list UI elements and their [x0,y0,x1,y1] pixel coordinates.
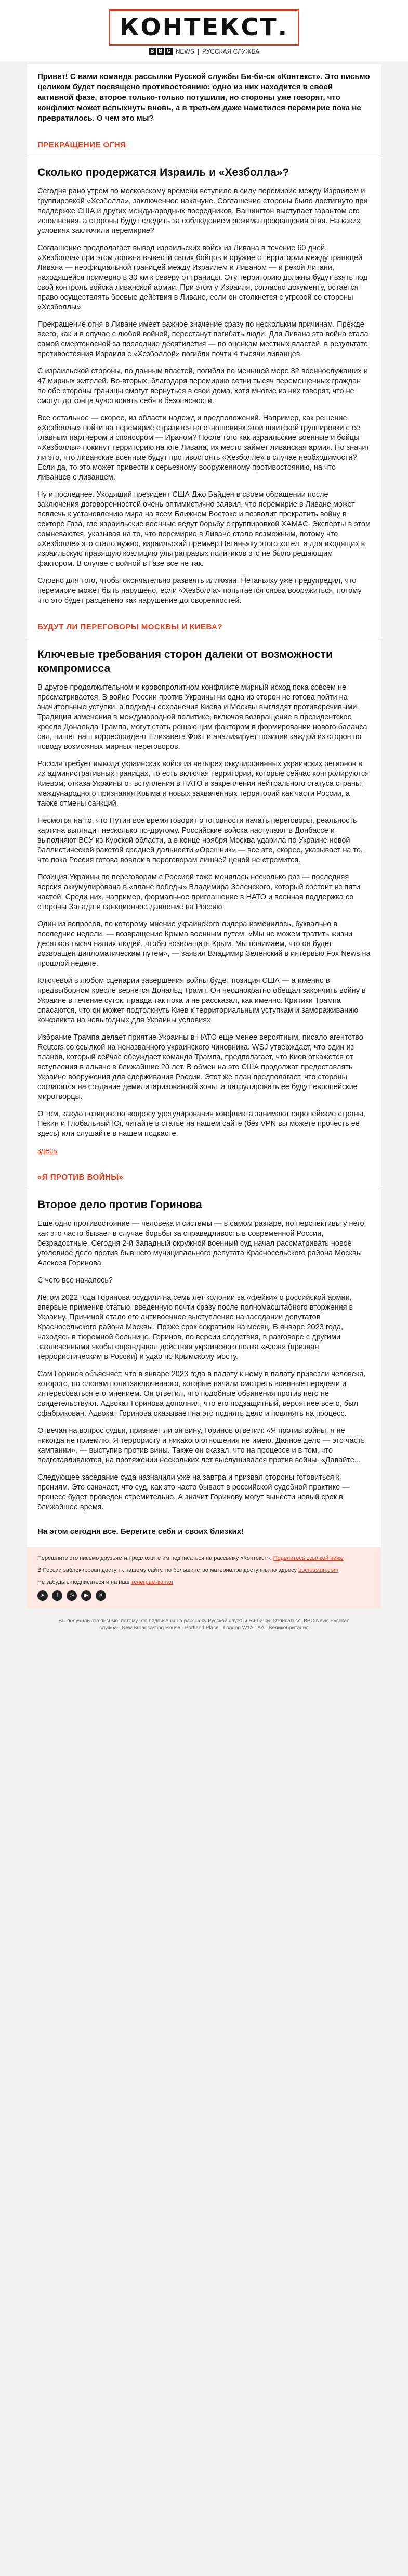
footer-line [37,1578,371,1586]
paragraph: Ключевой в любом сценарии завершения войны будет позиция США — а именно в предвыборном кресле вернется Дональд Трамп. Он неоднократно обещал закончить войну в Украине в течение суток, правда так пока и не рассказал, как именно. Критики Трампа опасаются, что он может подтолкнуть Киев к территориальным уступкам и замораживанию конфликта на невыгодных для Украины условиях. [27,976,381,1033]
news-label: NEWS [175,48,194,55]
section-title: Сколько продержатся Израиль и «Хезболла»? [27,156,381,187]
paragraph: Следующее заседание суда назначили уже на завтра и призвал стороны готовиться к прениям. Это означает, что суд, как это часто бывает в российской судебной практике — процесс будет проведен стремительно. А значит Горинову могут вынести новый срок в ближайшее время. [27,1473,381,1520]
section-title: Второе дело против Горинова [27,1188,381,1219]
header [0,0,408,61]
logo: КОНТЕКСТ. [119,13,289,41]
paragraph: Соглашение предполагает вывод израильских войск из Ливана в течение 60 дней. «Хезболла» при этом должна вывести своих бойцов и оружие с территории между границей Ливана — неофициальной границей между Израилем и Ливаном — и рекой Литани, находящейся примерно в 30 км к северу от границы. Эту территорию должны будут взять под свой контроль войска ливанской армии. При этом у Израиля, согласно документу, остается право осуществлять боевые действия в Ливане, если он столкнется с угрозой со стороны «Хезболлы». [27,243,381,320]
bbc-letter: B [157,48,164,55]
telegram-icon[interactable]: ➤ [37,1590,48,1601]
paragraph: Все остальное — скорее, из области надежд и предположений. Например, как решение «Хезболлы» пойти на перемирие отразится на отношениях этой шиитской группировки с ее главным партнером и спонсором — Ираном? После того как израильские военные и бойцы «Хезболлы» покинут территорию на юге Ливана, их место займет ливанская армия. Но значит ли это, что ливанские военные будут противостоять «Хезболле» в случае необходимости? Если да, то это может привести к серьезному вооруженному противостоянию, на что ливанцев с ливанцем. [27,413,381,490]
footer-line [37,1567,371,1574]
paragraph: Ну и последнее. Уходящий президент США Джо Байден в своем обращении после заключения договоренностей очень оптимистично заявил, что перемирие в Ливане может повлечь к установлению мира на всем Ближнем Востоке и позволит прекратить войну в секторе Газа, где израильские военные ведут борьбу с группировкой ХАМАС. Эксперты в этом сомневаются, указывая на то, что перемирие в Ливане стало возможным, потому что «Хезболле» это стало нужно, израильский премьер Нетаньяху этого хотел, а для входящих в израильскую правящую коалицию ультраправых политиков это не было решающим фактором. В случае с войной в Газе все не так. [27,490,381,576]
bbc-letter: B [149,48,156,55]
section-kicker[interactable]: ПРЕКРАЩЕНИЕ ОГНЯ [27,131,381,156]
share-link[interactable]: Поделитесь ссылкой ниже [273,1555,344,1561]
paragraph: Отвечая на вопрос судьи, признает ли он вину, Горинов ответил: «Я против войны, я не никогда не приемлю. Я террористу и никакого отношения не имею. Данное дело — это часть кампании», — выступив против вины. Также он сказал, что на процессе и в том, что подготавливаются, на протяжении нескольких лет выслушивался против войны. «Давайте... [27,1426,381,1473]
here-link[interactable]: здесь [37,1147,57,1155]
link-row [27,1146,381,1163]
footer-text: Перешлите это письмо друзьям и предложите им подписаться на рассылку «Контекст». [37,1555,272,1561]
paragraph: С израильской стороны, по данным властей, погибли по меньшей мере 82 военнослужащих и 47 мирных жителей. Во-вторых, благодаря перемирию сотни тысяч перемещенных граждан по обе стороны границы смогут вернуться в свои дома, хотя многие из них говорят, что не смогут до конца чувствовать себя в безопасности. [27,367,381,413]
paragraph: С чего все началось? [27,1276,381,1293]
paragraph: Прекращение огня в Ливане имеет важное значение сразу по нескольким причинам. Прежде всего, как и в случае с любой войной, перестанут погибать люди. Для Ливана эта война стала самой смертоносной за последние десятилетия — по оценкам местных властей, в результате противостояния Израиля с «Хезболлой» погибли почти 4 тысячи ливанцев. [27,320,381,367]
bbc-logo [149,48,173,55]
paragraph: Один из вопросов, по которому мнение украинского лидера изменилось, буквально в последние недели, — возвращение Крыма военным путем. «Мы не можем тратить жизни десятков тысяч наших людей, чтобы возвращать Крым. Мы понимаем, что он будет возвращен дипломатическим путем», — заявил Владимир Зеленский в интервью Fox News на прошлой неделе. [27,920,381,976]
paragraph: Словно для того, чтобы окончательно развеять иллюзии, Нетаньяху уже предупредил, что перемирие может быть нарушено, если «Хезболла» попытается снова вооружиться, потому что это будет расценено как нарушение договоренностей. [27,576,381,613]
telegram-link[interactable]: телеграм-канал [131,1579,173,1585]
social-icons [37,1590,371,1601]
youtube-icon[interactable]: ▶ [81,1590,91,1601]
facebook-icon[interactable]: f [52,1590,62,1601]
paragraph: О том, какую позицию по вопросу урегулирования конфликта занимают европейские страны, Пекин и Глобальный Юг, читайте в статье на нашем сайте (без VPN вы можете прочесть ее здесь) или слушайте в нашем подкасте. [27,1109,381,1146]
bbc-letter: C [165,48,173,55]
paragraph: В другое продолжительном и кровопролитном конфликте мирный исход пока совсем не просматривается. В войне России против Украины ни одна из сторон не готова пойти на значительные уступки, а подходы сохранения Киева и Москвы выглядят противоречивыми. Традиция изменения в международной политике, включая возвращение в президентское кресло Дональда Трампа, могут стать решающим фактором в формировании нового баланса сил, пишет наш корреспондент Елизавета Фохт и анализирует позиции каждой из сторон по поводу возможных мирных переговоров. [27,683,381,759]
footer-text: В России заблокирован доступ к нашему сайту, но большинство материалов доступны по адресу [37,1567,297,1573]
paragraph: Россия требует вывода украинских войск из четырех оккупированных украинских регионов в их административных границах, то есть включая территории, которые сейчас контролируются Киевом; отказа Украины от вступления в НАТО и закрепления нейтрального статуса страны; международного признания Крыма и новых захваченных территорий как части России, а также отмены санкций. [27,759,381,816]
service-label: РУССКАЯ СЛУЖБА [202,48,260,55]
closing-text: На этом сегодня все. Берегите себя и своих близких! [27,1520,381,1547]
intro-text: Привет! С вами команда рассылки Русской службы Би-би-си «Контекст». Это письмо целиком будет посвящено противостоянию: одно из них находится в своей активной фазе, второе только-только потушили, но стороны уже говорят, что конфликт может вспыхнуть вновь, а в третьем даже наметился перемирие пока не превратилось. О чем это мы? [27,64,381,131]
footer-line [37,1555,371,1562]
instagram-icon[interactable]: ◎ [67,1590,77,1601]
paragraph: Летом 2022 года Горинова осудили на семь лет колонии за «фейки» о российской армии, впервые применив статью, введенную почти сразу после полномасштабного вторжения в Украину. Причиной стало его антивоенное выступление на заседании депутатов Красносельского района Москвы. Позже срок сократили на месяц. В январе 2023 года, находясь в тюремной больнице, Горинов, по версии следствия, в разговоре с другими заключенными якобы оправдывал действия украинского полка «Азов» (признан террористическим в России) и удар по Крымскому мосту. [27,1293,381,1369]
logo-box [109,9,299,46]
paragraph: Еще одно противостояние — человека и системы — в самом разгаре, но перспективы у него, как это часто бывает в случае борьбы за справедливость в современной России, безрадостные. Сегодня 2-й Западный окружной военный суд начал рассматривать новое уголовное дело против бывшего муниципального депутата Красносельского района Москвы Алексея Горинова. [27,1219,381,1276]
bbc-subline [0,48,408,55]
section-kicker[interactable]: «Я ПРОТИВ ВОЙНЫ» [27,1163,381,1188]
site-link[interactable]: bbcrussian.com [298,1567,339,1573]
paragraph: Сегодня рано утром по московскому времени вступило в силу перемирие между Израилем и группировкой «Хезболла», заключенное накануне. Соглашение стороны было достигнуто при поддержке США и других международных посредников. Вашингтон выступает гарантом его исполнения, а стороны будут следить за соблюдением режима прекращения огня. На каких условиях заключили перемирие? [27,187,381,243]
x-icon[interactable]: ✕ [96,1590,106,1601]
legal-text: Вы получили это письмо, потому что подписаны на рассылку Русской службы Би-би-си. Отписаться. BBC News Русская служба · New Broadcasting House · Portland Place · London W1A 1AA · Великобритания [58,1618,350,1631]
paragraph: Позиция Украины по переговорам с Россией тоже менялась несколько раз — последняя версия аккумулирована в «плане победы» Владимира Зеленского, который состоит из пяти частей. Среди них, например, формальное приглашение в НАТО и военная поддержка со стороны Запада и санкционное давление на Россию. [27,873,381,920]
divider-mark: | [197,48,199,55]
footer-box [27,1547,381,1608]
footer-text: Не забудьте подписаться и на наш [37,1579,130,1585]
paragraph: Избрание Трампа делает приятие Украины в НАТО еще менее вероятным, писало агентство Reuters со ссылкой на неназванного украинского чиновника. WSJ утверждает, что один из планов, который сейчас обсуждает команда Трампа, предполагает, что Киев откажется от вступления в альянс в ближайшие 20 лет. В обмен на это США продолжат предоставлять Украине вооружения для сдерживания России. Этот же план предполагает, что стороны согласятся на создание демилитаризованной зоны, а патрулировать ее будут европейские миротворцы. [27,1033,381,1109]
section-kicker[interactable]: БУДУТ ЛИ ПЕРЕГОВОРЫ МОСКВЫ И КИЕВА? [27,613,381,638]
paragraph: Сам Горинов объясняет, что в январе 2023 года в палату к нему в палату привезли человека, которого, по словам политзаключенного, которые начали смотреть военные передачи и интересоваться его мнением. Он ответил, что подобные обвинения против него не свидетельствуют. Адвокат Горинова дополнил, что его подзащитный, вероятнее всего, был сфабрикован. Адвокат Горинова оказывает на это поднять дело и повлиять на процесс. [27,1369,381,1426]
section-title: Ключевые требования сторон далеки от возможности компромисса [27,638,381,683]
paragraph: Несмотря на то, что Путин все время говорит о готовности начать переговоры, реальность картина выглядит несколько по-другому. Российские войска наступают в Донбассе и выполняют ВСУ из Курской области, а в конце ноября Москва ударила по Украине новой баллистической ракетой средней дальности «Орешник» — все это, скорее, указывает на то, что пока Россия готова вовлек в переговорам лишней ценой не стремится. [27,816,381,873]
